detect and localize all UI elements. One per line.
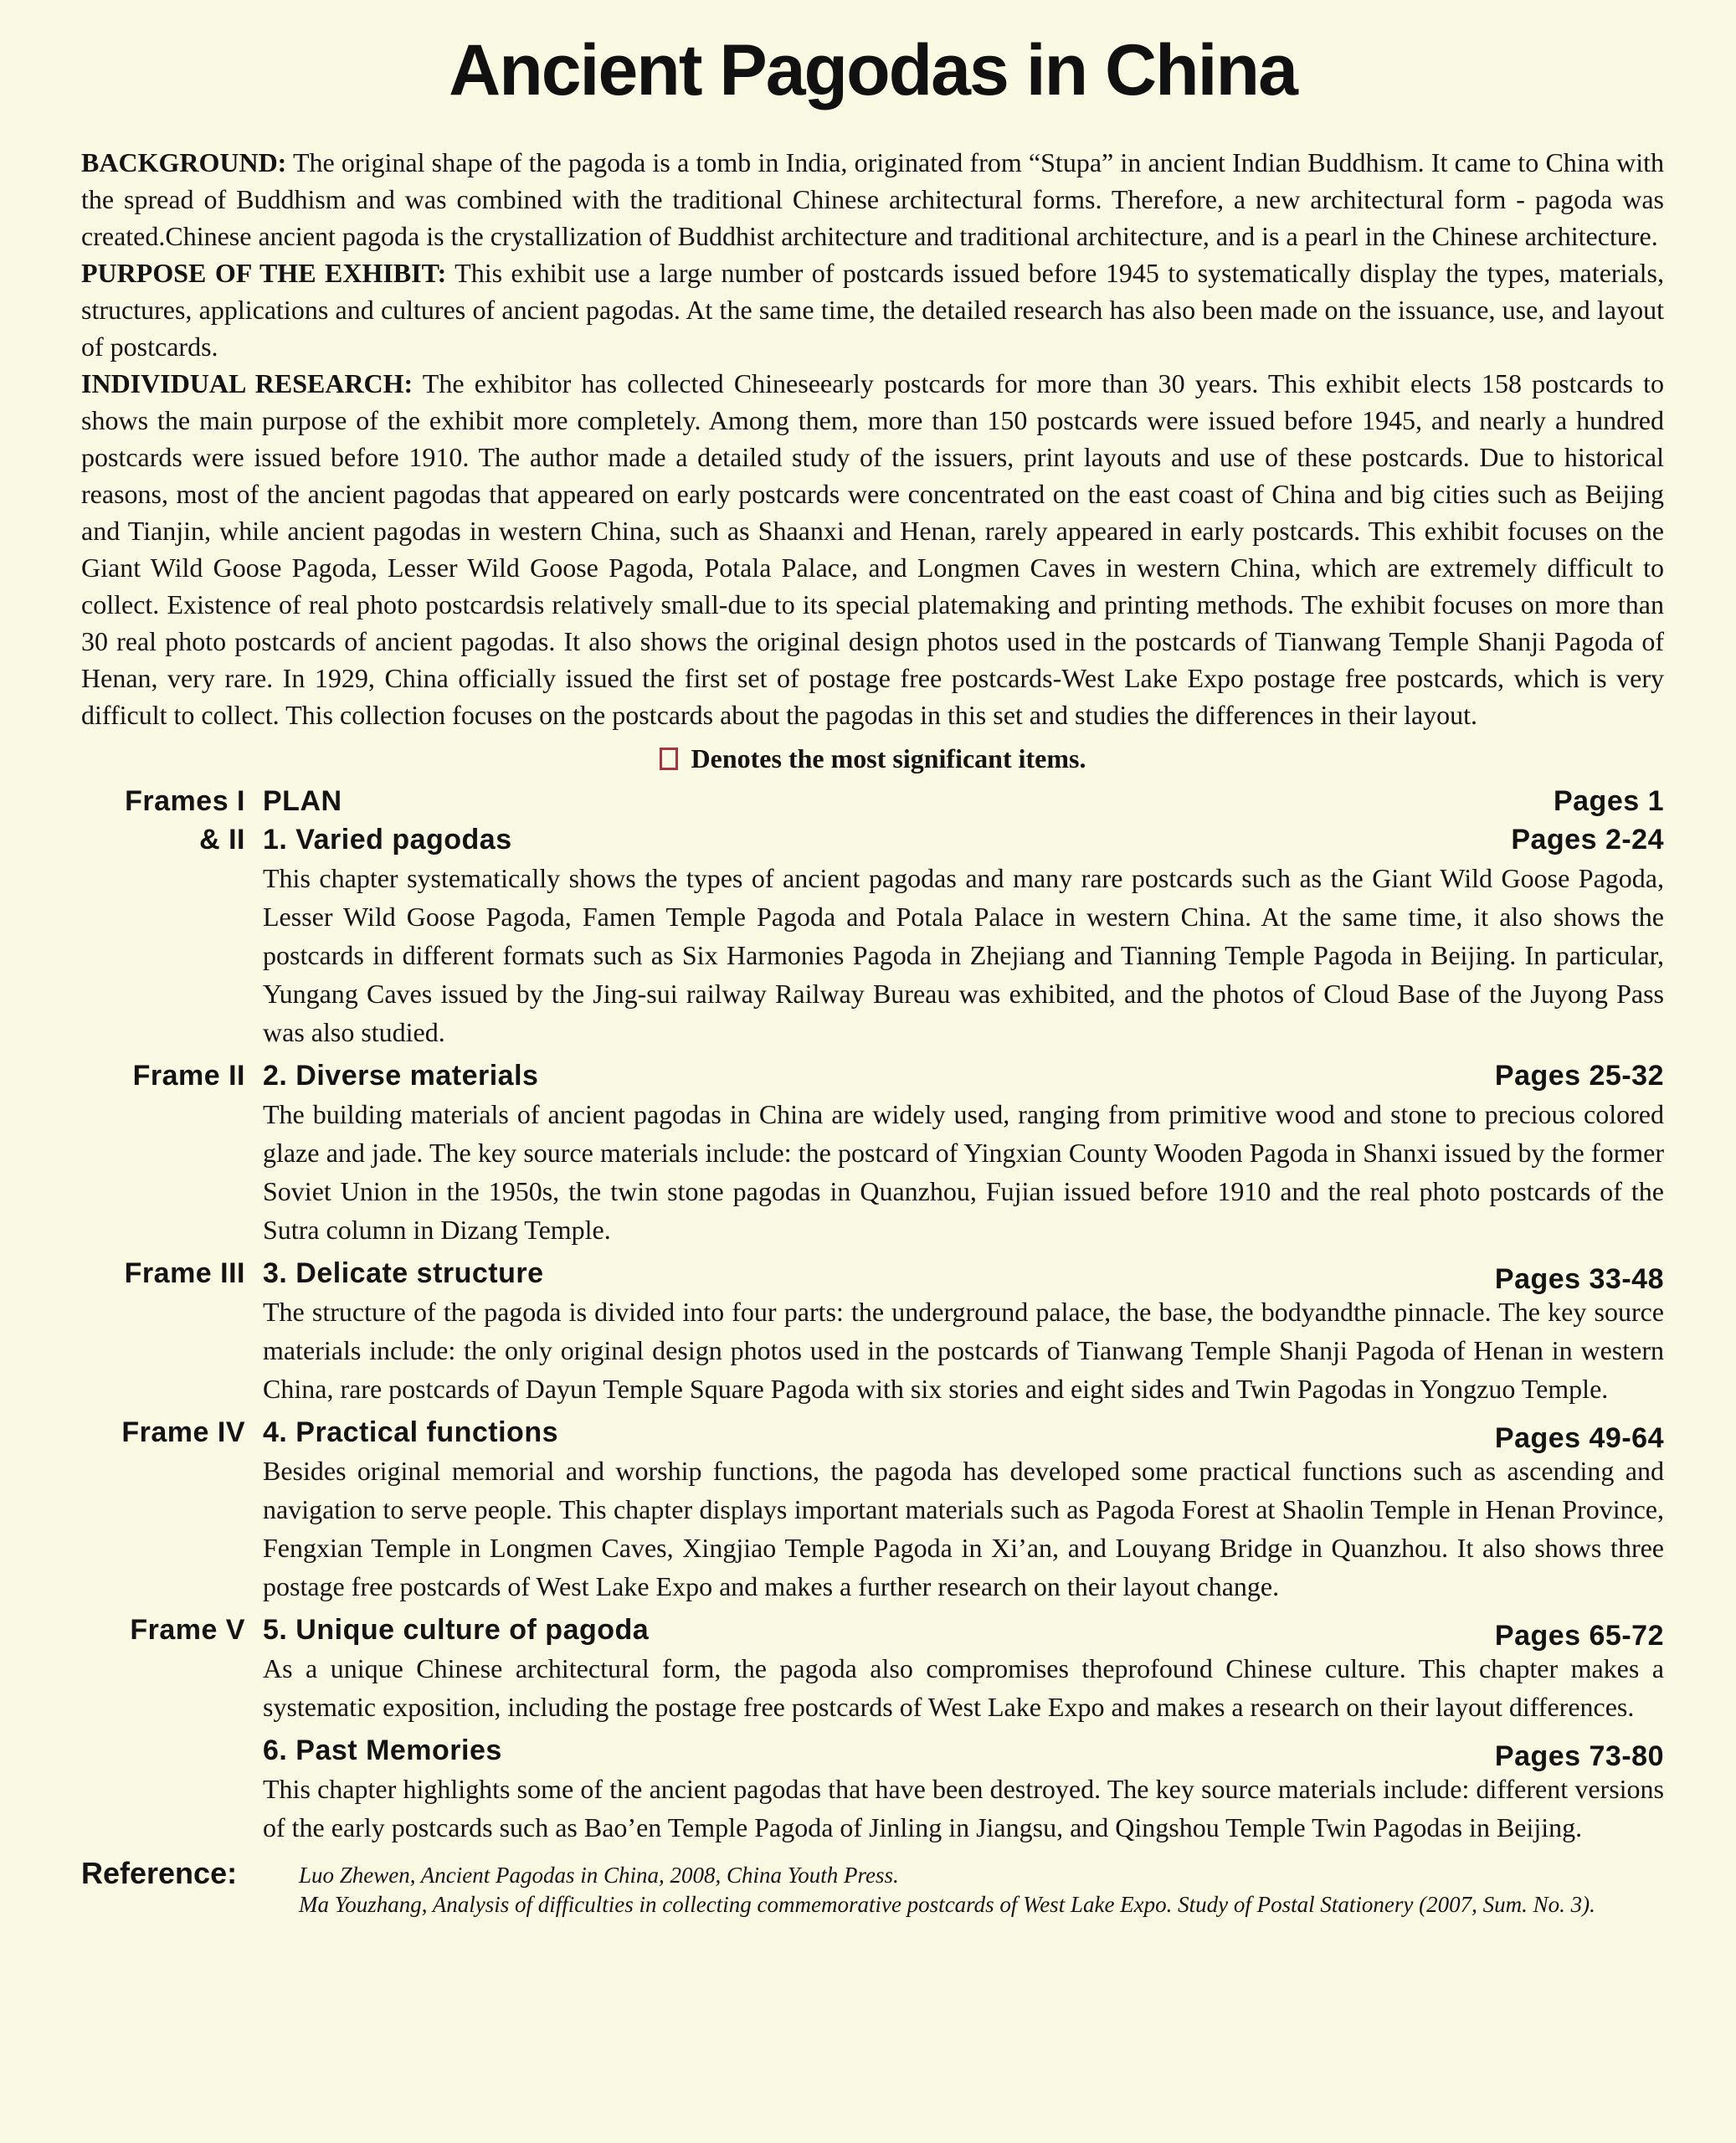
individual-research-text: The exhibitor has collected Chineseearly postcards for more than 30 years. This exhibit elects 158 postcards to shows the main purpose of the exhibit more completely. Among them, more than 150 postcards were issued before 1945, and nearly a hundred postcards were issued before 1910. The author made a detailed study of the issuers, print layouts and use of these postcards. Due to historical reasons, most of the ancient pagodas that appeared on early postcards were concentrated on the east coast of China and big cities such as Beijing and Tianjin, while ancient pagodas in western China, such as Shaanxi and Henan, rarely appeared in early postcards. This exhibit focuses on the Giant Wild Goose Pagoda, Lesser Wild Goose Pagoda, Potala Palace, and Longmen Caves in western China, which are extremely difficult to collect. Existence of real photo postcardsis relatively small-due to its special platemaking and printing methods. The exhibit focuses on more than 30 real photo postcards of ancient pagodas. It also shows the original design photos used in the postcards of Tianwang Temple Shanji Pagoda of Henan, very rare. In 1929, China officially issued the first set of postage free postcards-West Lake Expo postage free postcards, which is very difficult to collect. This collection focuses on the postcards about the pagodas in this set and studies the differences in their layout. xyxy=(81,368,1665,731)
toc-entry-unique-culture xyxy=(81,1611,1664,1726)
chapter-title: 5. Unique culture of pagoda xyxy=(263,1614,650,1647)
toc-row-varied-pagodas xyxy=(81,820,1664,859)
background-label: BACKGROUND: xyxy=(81,147,287,178)
chapter-title: PLAN xyxy=(263,785,342,818)
chapter-description: This chapter systematically shows the types of ancient pagodas and many rare postcards such as the Giant Wild Goose Pagoda, Lesser Wild Goose Pagoda, Famen Temple Pagoda and Potala Palace in western China. At the same time, it also shows the postcards in different formats such as Six Harmonies Pagoda in Zhejiang and Tianning Temple Pagoda in Beijing. In particular, Yungang Caves issued by the Jing-sui railway Railway Bureau was exhibited, and the photos of Cloud Base of the Juyong Pass was also studied. xyxy=(263,863,1664,1048)
reference-item: Luo Zhewen, Ancient Pagodas in China, 2008, China Youth Press. xyxy=(299,1863,899,1889)
reference-label: Reference: xyxy=(81,1856,238,1891)
chapter-title: 3. Delicate structure xyxy=(263,1257,544,1290)
red-square-icon xyxy=(660,748,678,770)
frame-label: Frame II xyxy=(132,1060,245,1092)
toc-entry-delicate-structure xyxy=(81,1254,1664,1408)
reference-item: Ma Youzhang, Analysis of difficulties in collecting commemorative postcards of West Lake Expo. Study of Postal Stationery (2007, Sum. No. 3). xyxy=(299,1892,1595,1918)
purpose-label: PURPOSE OF THE EXHIBIT: xyxy=(81,258,447,289)
toc-entry-diverse-materials xyxy=(81,1056,1664,1249)
chapter-description: As a unique Chinese architectural form, the pagoda also compromises theprofound Chinese culture. This chapter makes a systematic exposition, including the postage free postcards of West Lake Expo and makes a research on their layout differences. xyxy=(263,1653,1664,1723)
pages-range: Pages 49-64 xyxy=(1494,1422,1664,1455)
chapter-title: 2. Diverse materials xyxy=(263,1060,539,1092)
toc-entry-practical-functions xyxy=(81,1413,1664,1606)
significance-legend xyxy=(81,740,1664,777)
toc-row-plan xyxy=(81,782,1664,820)
purpose-paragraph xyxy=(81,254,1664,365)
chapter-description: The structure of the pagoda is divided into four parts: the underground palace, the base, the bodyandthe pinnacle. The key source materials include: the only original design photos used in the postcards of Tianwang Temple Shanji Pagoda of Henan in western China, rare postcards of Dayun Temple Square Pagoda with six stories and eight sides and Twin Pagodas in Yongzuo Temple. xyxy=(263,1297,1664,1405)
toc-row-practical-functions xyxy=(81,1413,1664,1455)
chapter-description: Besides original memorial and worship functions, the pagoda has developed some practical functions such as ascending and navigation to serve people. This chapter displays important materials such as Pagoda Forest at Shaolin Temple in Henan Province, Fengxian Temple in Longmen Caves, Xingjiao Temple Pagoda in Xi’an, and Louyang Bridge in Quanzhou. It also shows three postage free postcards of West Lake Expo and makes a further research on their layout change. xyxy=(263,1456,1664,1602)
toc-row-past-memories xyxy=(81,1731,1664,1773)
chapter-description: The building materials of ancient pagodas in China are widely used, ranging from primitive wood and stone to precious colored glaze and jade. The key source materials include: the postcard of Yingxian County Wooden Pagoda in Shanxi issued by the former Soviet Union in the 1950s, the twin stone pagodas in Quanzhou, Fujian issued before 1910 and the real photo postcards of the Sutra column in Dizang Temple. xyxy=(263,1099,1664,1246)
individual-research-label: INDIVIDUAL RESEARCH: xyxy=(81,368,413,399)
chapter-title: 6. Past Memories xyxy=(263,1734,502,1767)
individual-research-paragraph xyxy=(81,365,1664,733)
pages-range: Pages 25-32 xyxy=(1494,1060,1664,1092)
reference-section xyxy=(81,1857,1664,1919)
toc-row-delicate-structure xyxy=(81,1254,1664,1296)
toc-entry-past-memories xyxy=(81,1731,1664,1847)
purpose-text: This exhibit use a large number of postcards issued before 1945 to systematically display the types, materials, structures, applications and cultures of ancient pagodas. At the same time, the detailed research has also been made on the issuance, use, and layout of postcards. xyxy=(81,258,1665,362)
frame-label: & II xyxy=(199,824,245,856)
toc-row-unique-culture xyxy=(81,1611,1664,1652)
pages-range: Pages 33-48 xyxy=(1494,1263,1664,1296)
background-paragraph xyxy=(81,144,1664,254)
intro-section xyxy=(81,144,1664,733)
pages-range: Pages 73-80 xyxy=(1494,1740,1664,1773)
page-title: Ancient Pagodas in China xyxy=(449,30,1297,110)
pages-range: Pages 1 xyxy=(1553,785,1664,818)
significance-legend-text: Denotes the most significant items. xyxy=(691,743,1086,774)
toc-row-diverse-materials xyxy=(81,1056,1664,1095)
toc-entry-plan-varied-pagodas xyxy=(81,782,1664,1051)
frame-label: Frame IV xyxy=(121,1416,245,1449)
reference-list xyxy=(299,1857,1595,1919)
background-text: The original shape of the pagoda is a tomb in India, originated from “Stupa” in ancient Indian Buddhism. It came to China with the spread of Buddhism and was combined with the traditional Chinese architectural forms. Therefore, a new architectural form - pagoda was created.Chinese ancient pagoda is the crystallization of Buddhist architecture and traditional architecture, and is a pearl in the Chinese architecture. xyxy=(81,147,1665,252)
table-of-contents xyxy=(81,782,1664,1847)
pages-range: Pages 65-72 xyxy=(1494,1620,1664,1652)
chapter-title: 1. Varied pagodas xyxy=(263,824,512,856)
pages-range: Pages 2-24 xyxy=(1511,824,1664,856)
frame-label: Frames I xyxy=(125,785,245,818)
frame-label: Frame III xyxy=(124,1257,245,1290)
chapter-description: This chapter highlights some of the ancient pagodas that have been destroyed. The key source materials include: different versions of the early postcards such as Bao’en Temple Pagoda of Jinling in Jiangsu, and Qingshou Temple Twin Pagodas in Beijing. xyxy=(263,1774,1664,1843)
chapter-title: 4. Practical functions xyxy=(263,1416,558,1449)
frame-label: Frame V xyxy=(130,1614,245,1647)
